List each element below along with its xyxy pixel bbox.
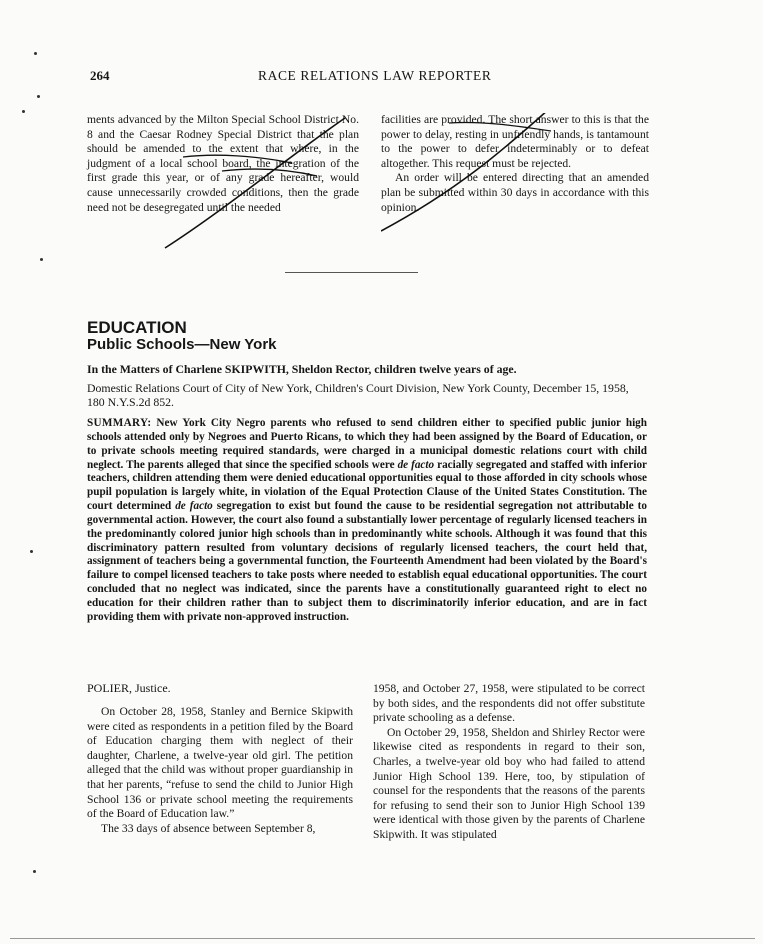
margin-mark (34, 52, 37, 55)
running-head: RACE RELATIONS LAW REPORTER (258, 68, 492, 83)
summary-italic: de facto (175, 500, 213, 513)
summary-text: segregation to exist but found the cause to be residential segregation not attributable to governmental action. However, the court also found a substantially lower percentage of regularly licensed teachers in the predominantly colored junior high schools than in predominantly white schools. Although it was found that this discriminatory pattern resulted from voluntary decisions of regularly licensed teachers, the court held that, assignment of teachers being a governmental function, the Fourteenth Amendment had been violated by the Board's failure to compel licensed teachers to take posts where needed to establish equal educational opportunities. The court concluded that no neglect was indicated, since the parents have a constitutionally guaranteed right to elect no education for their children rather than to subject them to discriminatorily inferior education, and are in fact providing them with private non-approved instruction. (87, 500, 648, 623)
handwritten-strike-mark (87, 113, 359, 253)
margin-mark (37, 95, 40, 98)
opinion-paragraph: The 33 days of absence between September 8, (101, 821, 316, 835)
page-bottom-edge (10, 938, 755, 939)
case-summary (87, 417, 647, 625)
margin-mark (33, 870, 36, 873)
section-title: EDUCATION (87, 318, 187, 337)
continued-right-column (381, 113, 649, 215)
opinion-paragraph: On October 29, 1958, Sheldon and Shirley Rector were likewise cited as respondents in regard to their son, Charles, a twelve-year old boy who had failed to attend Junior High School 139. Here, too, by stipulation of counsel for the respondents that the reasons of the parents for refusing to send their son to Junior High School 139 were identical with those given by the parents of Charlene Skipwith. It was stipulated (373, 725, 645, 841)
summary-text: racially segregated and staffed with inferior teachers, children attending them were denied educational opportunities equal to those afforded in city schools whose pupil population is largely white, in violation of the Equal Protection Clause of the United States Constitution. The court determined (87, 458, 648, 513)
margin-mark (40, 258, 43, 261)
summary-italic: de facto (397, 458, 435, 471)
continued-left-text: ments advanced by the Milton Special School District No. 8 and the Caesar Rodney Special District that the plan should be amended to the extent that where, in the judgment of a local school board, the integration of the first grade this year, or of any grade hereafter, would cause unnecessarily crowded conditions, then the grade need not be desegregated until the needed (87, 113, 359, 214)
section-divider (285, 272, 418, 273)
handwritten-strike-mark (381, 113, 649, 233)
margin-mark (22, 110, 25, 113)
opinion-paragraph: On October 28, 1958, Stanley and Bernice Skipwith were cited as respondents in a petition filed by the Board of Education charging them with neglect of their daughter, Charlene, a twelve-year old girl. The petition alleged that the child was without proper guardianship in that her parents, “refuse to send the child to Junior High School 136 or private school meeting the requirements of the Board of Education law.” (87, 705, 353, 821)
case-caption: In the Matters of Charlene SKIPWITH, Sheldon Rector, children twelve years of age. (87, 362, 517, 376)
opinion-paragraph: 1958, and October 27, 1958, were stipulated to be correct by both sides, and the respondents did not offer substitute private schooling as a defense. (373, 682, 645, 725)
margin-mark (30, 550, 33, 553)
continued-right-text: facilities are provided. The short answer to this is that the power to delay, resting in unfriendly hands, is tantamount to the power to defer indeterminably or to defeat altogether. This request must be rejected. (381, 113, 649, 170)
section-subtitle: Public Schools—New York (87, 336, 277, 353)
order-paragraph: An order will be entered directing that an amended plan be submitted within 30 days in accordance with this opinion. (381, 171, 649, 214)
continued-left-column (87, 113, 359, 215)
judge-name: POLIER, Justice. (87, 681, 171, 695)
page-number: 264 (90, 68, 110, 83)
court-citation: Domestic Relations Court of City of New York, Children's Court Division, New York County, December 15, 1958, 180 N.Y.S.2d 852. (87, 381, 629, 410)
opinion-left-column (87, 705, 353, 836)
summary-text: New York City Negro parents who refused to send children either to specified public junior high schools attended only by Negroes and Puerto Ricans, to which they had been assigned by the Board of Education, or to private schools meeting required standards, were charged in a municipal domestic relations court with child neglect. The parents alleged that since the specified schools were (87, 417, 647, 471)
opinion-right-column (373, 682, 645, 843)
summary-label: SUMMARY: (87, 417, 152, 429)
